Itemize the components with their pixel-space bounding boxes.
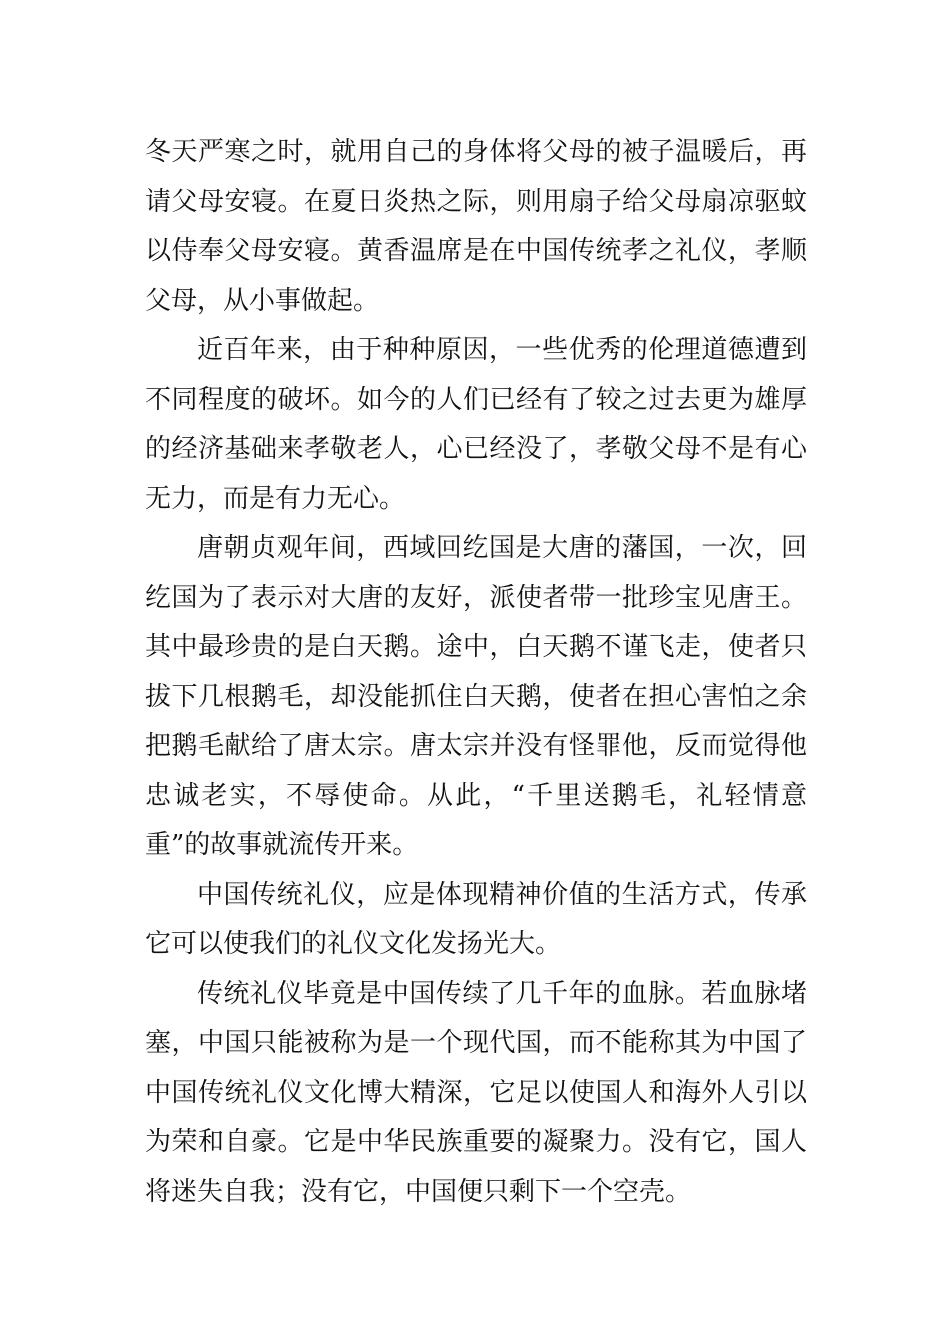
paragraph-1 [145, 128, 807, 326]
paragraph-2 [145, 326, 807, 524]
text-line: 父母，从小事做起。 [145, 285, 380, 316]
text-line: 无力，而是有力无心。 [145, 483, 406, 514]
text-line: 把鹅毛献给了唐太宗。唐太宗并没有怪罪他，反而觉得他 [145, 731, 807, 761]
text-line: 为荣和自豪。它是中华民族重要的凝聚力。没有它，国人 [145, 1127, 807, 1157]
text-line: 冬天严寒之时，就用自己的身体将父母的被子温暖后，再 [145, 137, 807, 167]
text-line: 传统礼仪毕竟是中国传续了几千年的血脉。若血脉堵 [197, 978, 807, 1009]
text-line: 忠诚老实，不辱使命。从此，“千里送鹅毛，礼轻情意 [145, 780, 807, 811]
text-line: 请父母安寝。在夏日炎热之际，则用扇子给父母扇凉驱蚊 [145, 186, 807, 217]
text-line: 以侍奉父母安寝。黄香温席是在中国传统孝之礼仪，孝顺 [145, 236, 807, 266]
text-line: 其中最珍贵的是白天鹅。途中，白天鹅不谨飞走，使者只 [145, 632, 807, 662]
text-line: 的经济基础来孝敬老人，心已经没了，孝敬父母不是有心 [145, 434, 807, 464]
text-line: 近百年来，由于种种原因，一些优秀的伦理道德遭到 [197, 335, 807, 365]
paragraph-3 [145, 524, 807, 871]
paragraph-4 [145, 871, 807, 970]
text-line: 不同程度的破坏。如今的人们已经有了较之过去更为雄厚 [145, 384, 807, 415]
text-line: 将迷失自我；没有它，中国便只剩下一个空壳。 [145, 1176, 692, 1207]
text-line: 重”的故事就流传开来。 [145, 830, 419, 860]
paragraph-5 [145, 970, 807, 1218]
text-line: 纥国为了表示对大唐的友好，派使者带一批珍宝见唐王。 [145, 582, 807, 613]
text-line: 中国传统礼仪文化博大精深，它足以使国人和海外人引以 [145, 1077, 807, 1108]
text-line: 中国传统礼仪，应是体现精神价值的生活方式，传承 [197, 879, 807, 910]
document-body [145, 128, 807, 1217]
text-line: 唐朝贞观年间，西域回纥国是大唐的藩国，一次，回 [197, 533, 807, 563]
text-line: 拔下几根鹅毛，却没能抓住白天鹅，使者在担心害怕之余 [145, 681, 807, 712]
text-line: 塞，中国只能被称为是一个现代国，而不能称其为中国了 [145, 1028, 807, 1058]
text-line: 它可以使我们的礼仪文化发扬光大。 [145, 929, 562, 959]
